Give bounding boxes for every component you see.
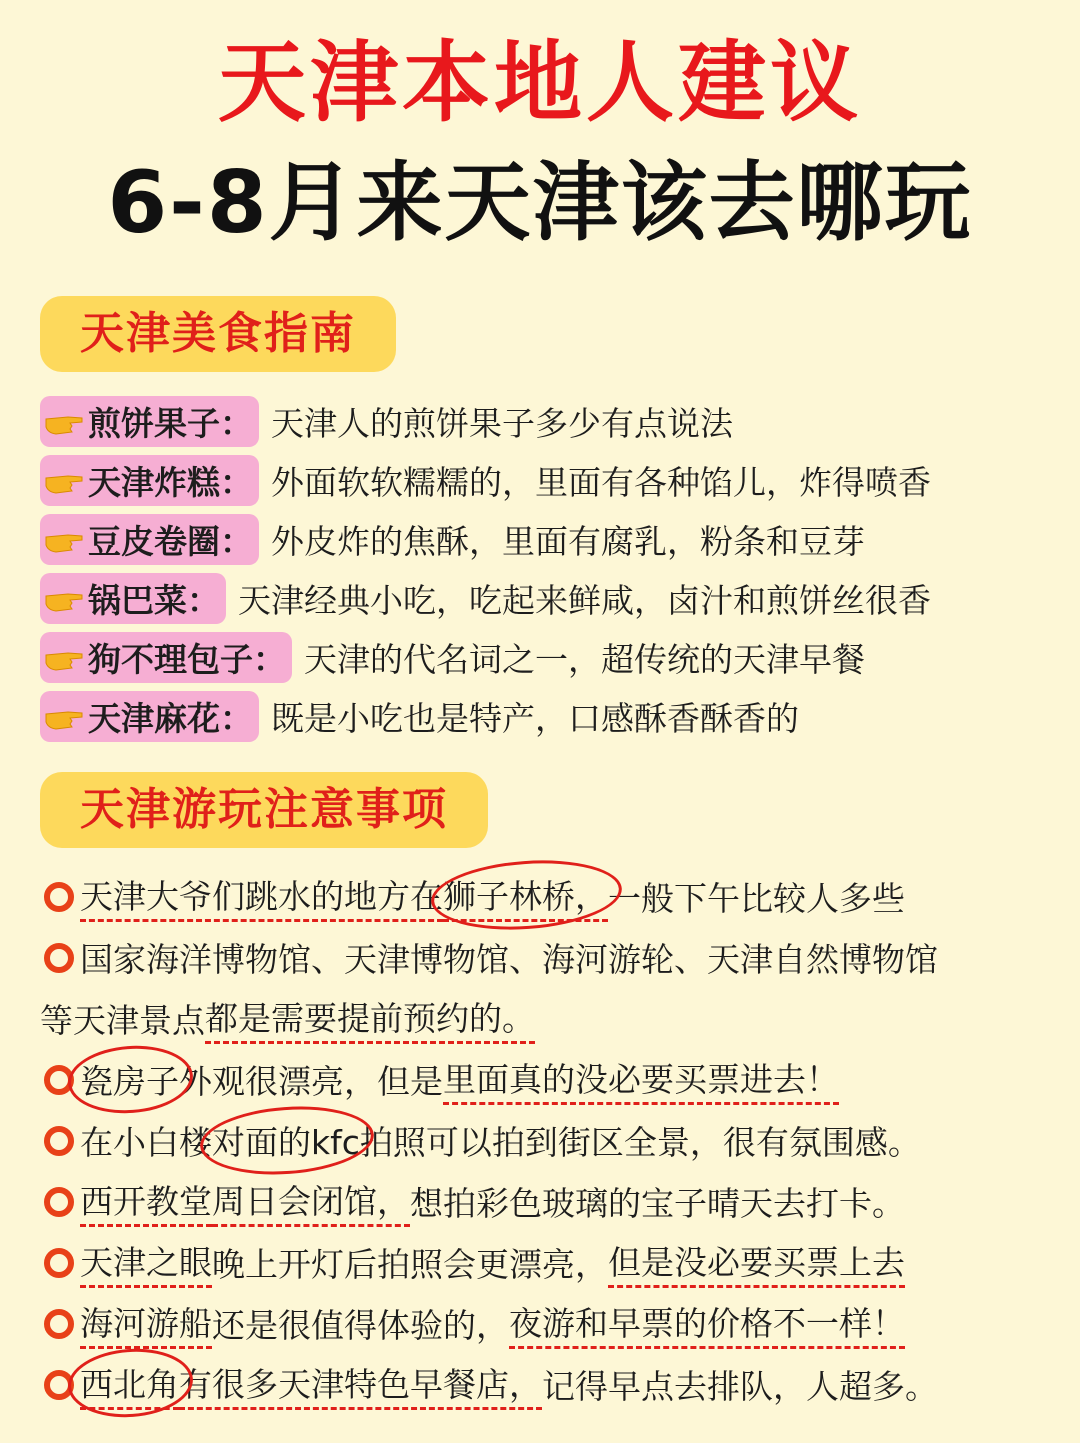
tip-item xyxy=(40,1293,1060,1354)
circle-bullet-icon xyxy=(44,1309,74,1339)
food-desc: 外皮炸的焦酥，里面有腐乳，粉条和豆芽 xyxy=(271,522,865,561)
food-item xyxy=(40,628,1050,687)
tip-highlight: 天津之眼 xyxy=(80,1237,212,1288)
pointing-hand-icon xyxy=(44,643,84,673)
food-label xyxy=(40,691,259,742)
food-name: 天津麻花： xyxy=(88,699,253,738)
food-label xyxy=(40,573,226,624)
tip-text: 一般下午比较人多些 xyxy=(608,879,905,918)
tip-item xyxy=(40,866,1060,927)
circle-bullet-icon xyxy=(44,943,74,973)
pointing-hand-icon xyxy=(44,407,84,437)
tip-highlight: 海河游船 xyxy=(80,1298,212,1349)
circle-bullet-icon xyxy=(44,882,74,912)
tip-text: 等天津景点 xyxy=(40,1001,205,1040)
food-label xyxy=(40,455,259,506)
tip-item xyxy=(40,1049,1060,1110)
pointing-hand-icon xyxy=(44,525,84,555)
tip-text: 还是很值得体验的， xyxy=(212,1306,509,1345)
pointing-hand-icon xyxy=(44,466,84,496)
tip-text: 天津大爷们跳水的地方在 xyxy=(80,871,443,922)
title-line-2: 6-8月来天津该去哪玩 xyxy=(107,153,973,253)
tip-highlight: 夜游和早票的价格不一样！ xyxy=(509,1298,905,1349)
tip-text: 晚上开灯后拍照会更漂亮， xyxy=(212,1245,608,1284)
tip-highlight: 瓷房子 xyxy=(80,1056,179,1103)
food-desc: 既是小吃也是特产，口感酥香酥香的 xyxy=(271,699,799,738)
tip-text: 在小白楼 xyxy=(80,1123,212,1162)
title-line-1: 天津本地人建议 xyxy=(217,31,862,134)
pointing-hand-icon xyxy=(44,584,84,614)
circle-bullet-icon xyxy=(44,1126,74,1156)
food-item xyxy=(40,510,1050,569)
tip-highlight: 西北角 xyxy=(80,1359,179,1410)
food-item xyxy=(40,687,1050,746)
tip-item xyxy=(40,1110,1060,1171)
food-desc: 外面软软糯糯的，里面有各种馅儿，炸得喷香 xyxy=(271,463,931,502)
tips-section-heading: 天津游玩注意事项 xyxy=(40,772,488,848)
food-desc: 天津经典小吃，吃起来鲜咸，卤汁和煎饼丝很香 xyxy=(238,581,931,620)
tip-highlight: 都是需要提前预约的。 xyxy=(205,993,535,1044)
food-desc: 天津的代名词之一，超传统的天津早餐 xyxy=(304,640,865,679)
food-name: 天津炸糕： xyxy=(88,463,253,502)
tip-highlight: 有很多天津特色早餐店， xyxy=(179,1359,542,1410)
tip-highlight: 西开教堂 xyxy=(80,1176,212,1227)
food-item xyxy=(40,451,1050,510)
food-item xyxy=(40,569,1050,628)
food-list xyxy=(40,392,1050,746)
tip-text: 记得早点去排队，人超多。 xyxy=(542,1367,938,1406)
pointing-hand-icon xyxy=(44,702,84,732)
tip-text: 外观很漂亮，但是 xyxy=(179,1062,443,1101)
tip-item xyxy=(40,1354,1060,1415)
food-label xyxy=(40,514,259,565)
tip-item-continued xyxy=(40,988,1060,1049)
food-item xyxy=(40,392,1050,451)
tip-text: 国家海洋博物馆、天津博物馆、海河游轮、天津自然博物馆 xyxy=(80,940,938,979)
tip-highlight: 周日会闭馆， xyxy=(212,1176,410,1227)
tip-text: 拍照可以拍到街区全景，很有氛围感。 xyxy=(359,1123,921,1162)
circle-bullet-icon xyxy=(44,1187,74,1217)
tip-item xyxy=(40,1232,1060,1293)
food-name: 锅巴菜： xyxy=(88,581,220,620)
food-desc: 天津人的煎饼果子多少有点说法 xyxy=(271,404,733,443)
tip-highlight: 对面的kfc xyxy=(212,1117,360,1164)
food-label xyxy=(40,396,259,447)
tips-list xyxy=(40,866,1060,1415)
tip-item xyxy=(40,927,1060,988)
food-section-heading: 天津美食指南 xyxy=(40,296,396,372)
tip-highlight: 狮子林桥， xyxy=(443,871,608,922)
tip-highlight: 但是没必要买票上去 xyxy=(608,1237,905,1288)
food-label xyxy=(40,632,292,683)
tip-item xyxy=(40,1171,1060,1232)
tip-text: 想拍彩色玻璃的宝子晴天去打卡。 xyxy=(410,1184,905,1223)
tip-highlight: 里面真的没必要买票进去！ xyxy=(443,1054,839,1105)
food-name: 豆皮卷圈： xyxy=(88,522,253,561)
circle-bullet-icon xyxy=(44,1248,74,1278)
food-name: 狗不理包子： xyxy=(88,640,286,679)
food-name: 煎饼果子： xyxy=(88,404,253,443)
